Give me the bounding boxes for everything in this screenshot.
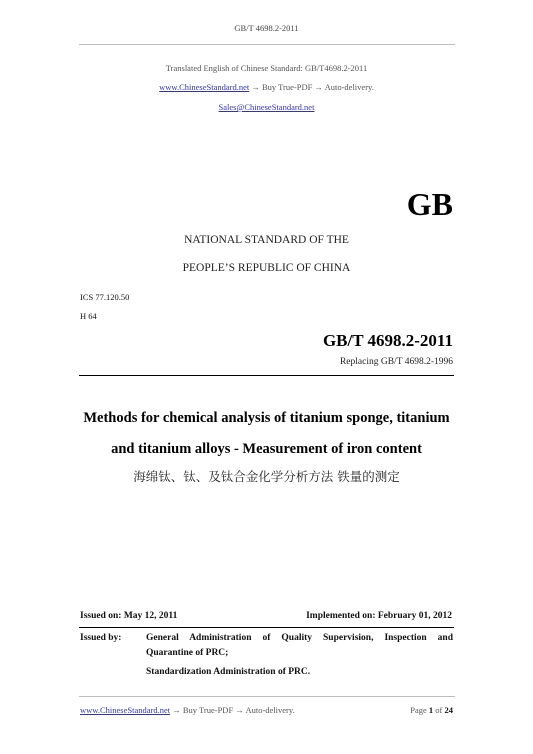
- issuing-authority-1: General Administration of Quality Supervision, Inspection and: [146, 633, 453, 643]
- ics-code: ICS 77.120.50: [80, 292, 130, 302]
- gb-mark: GB: [406, 186, 453, 222]
- national-standard-line1: NATIONAL STANDARD OF THE: [184, 234, 349, 246]
- page-label: Page: [410, 705, 427, 715]
- national-standard-line2: PEOPLE’S REPUBLIC OF CHINA: [182, 262, 351, 274]
- translation-note: Translated English of Chinese Standard: GB/T4698.2-2011: [165, 63, 368, 73]
- footer-buy-text: → Buy True-PDF → Auto-delivery.: [172, 705, 295, 715]
- footer-divider: [79, 696, 455, 697]
- standard-number-divider: [79, 375, 454, 376]
- header-divider: [79, 44, 455, 45]
- issuing-authority-2: Standardization Administration of PRC.: [146, 667, 311, 677]
- page-total: 24: [444, 705, 453, 715]
- purchase-line: [0, 82, 533, 92]
- implemented-on-date: Implemented on: February 01, 2012: [306, 611, 452, 621]
- dates-divider: [79, 627, 454, 628]
- footer-site-link[interactable]: www.ChineseStandard.net: [80, 705, 171, 715]
- issued-on-date: Issued on: May 12, 2011: [80, 611, 178, 621]
- title-chinese: 海绵钛、钛、及钛合金化学分析方法 铁量的测定: [133, 469, 400, 484]
- title-line1: Methods for chemical analysis of titanium sponge, titanium: [83, 410, 450, 426]
- standard-number: GB/T 4698.2-2011: [322, 331, 453, 350]
- issuing-authority-1-cont: Quarantine of PRC;: [146, 648, 229, 658]
- sales-email-link[interactable]: Sales@ChineseStandard.net: [218, 102, 315, 112]
- site-link[interactable]: www.ChineseStandard.net: [159, 82, 250, 92]
- issued-by-label: Issued by:: [80, 633, 122, 643]
- replacing-note: Replacing GB/T 4698.2-1996: [339, 357, 453, 367]
- footer-purchase-line: [80, 705, 295, 715]
- title-line2: and titanium alloys - Measurement of iron content: [111, 441, 422, 457]
- running-header-title: GB/T 4698.2-2011: [234, 23, 299, 33]
- page-indicator: [410, 705, 453, 715]
- h-code: H 64: [80, 311, 97, 321]
- page-current: 1: [428, 705, 434, 715]
- page-of: of: [435, 705, 443, 715]
- buy-text: → Buy True-PDF → Auto-delivery.: [251, 82, 374, 92]
